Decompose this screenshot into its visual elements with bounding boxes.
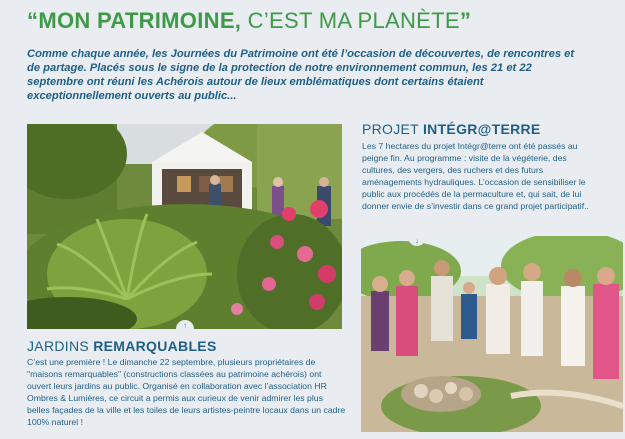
garden-photo [27, 124, 342, 329]
arrow-up-icon: ↑ [176, 320, 194, 330]
headline-light: C’EST MA PLANÈTE [241, 8, 460, 33]
jardins-title-bold: REMARQUABLES [93, 338, 217, 354]
headline-close-quote: ” [459, 8, 472, 33]
jardins-title-light: JARDINS [27, 338, 89, 354]
projet-title-bold: INTÉGR@TERRE [422, 121, 541, 137]
headline-open-quote: “ [27, 8, 39, 33]
projet-body: Les 7 hectares du projet Intégr@terre ont été passés au peigne fin. Au programme : visite de la végéterie, des cultures, des vergers, des ruchers et des futurs aménagements hydrauliques. L’occasion de sensibiliser le public aux procédés de la permaculture et, qui sait, de lui donner envie de s’investir dans ce grand projet participatif.. [362, 141, 589, 211]
jardins-body: C’est une première ! Le dimanche 22 septembre, plusieurs propriétaires de "maisons remarquables" (constructions classées au patrimoine achérois) ont ouvert leurs jardins au public. Organisé en collaboration avec l’association HR Ombres & Lumières, ce circuit a permis aux curieux de venir admirer les plus belles façades de la ville et les toiles de leurs artistes-peintre locaux dans un cadre 100% naturel ! [27, 357, 346, 427]
headline [27, 8, 471, 34]
headline-bold: MON PATRIMOINE, [38, 8, 242, 33]
projet-title-light: PROJET [362, 121, 419, 137]
jardins-title [27, 338, 217, 354]
projet-title [362, 121, 541, 137]
group-photo [361, 236, 623, 432]
arrow-down-icon: ↓ [408, 236, 426, 246]
intro-paragraph: Comme chaque année, les Journées du Patrimoine ont été l’occasion de découvertes, de rencontres et de partage. Placés sous le signe de la protection de notre environnement commun, les 21 et 22 septembre ont réuni les Achérois autour de lieux emblématiques dont certains étaient exceptionnellement ouverts au public... [27, 48, 575, 102]
